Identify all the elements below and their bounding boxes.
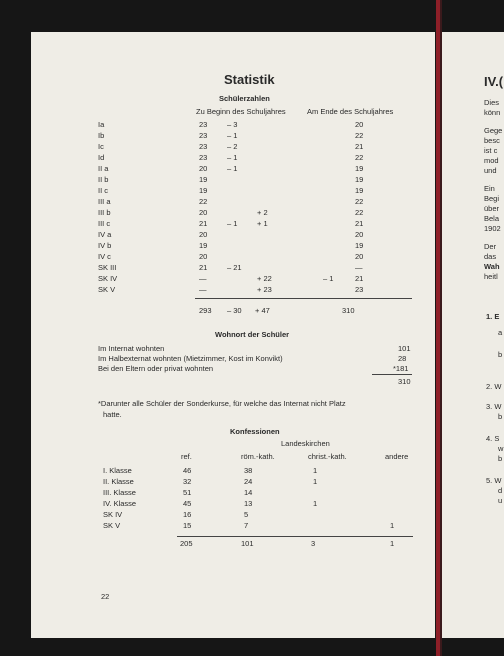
right-page-line: das xyxy=(484,252,497,261)
enrollment-cell-end: 19 xyxy=(355,175,364,184)
enrollment-row xyxy=(31,164,435,175)
enrollment-cell-cls: Ia xyxy=(98,120,105,129)
landeskirchen-label: Landeskirchen xyxy=(281,439,330,448)
konfessionen-row xyxy=(31,510,435,521)
konfessionen-row xyxy=(31,499,435,510)
enrollment-cell-begin: 20 xyxy=(199,164,208,173)
enrollment-cell-cls: II c xyxy=(98,186,109,195)
konfessionen-cell-cls: SK IV xyxy=(103,510,123,519)
enrollment-cell-end: 20 xyxy=(355,230,364,239)
wohnort-total-row xyxy=(31,377,435,388)
enrollment-cell-cls: IV a xyxy=(98,230,112,239)
total-ref: 205 xyxy=(180,539,193,548)
enrollment-cell-d1: – 21 xyxy=(227,263,242,272)
total-decrease: – 30 xyxy=(227,306,242,315)
enrollment-cell-cls: III a xyxy=(98,197,111,206)
enrollment-row xyxy=(31,274,435,285)
enrollment-cell-cls: III c xyxy=(98,219,111,228)
enrollment-cell-end: 21 xyxy=(355,274,364,283)
total-rk: 101 xyxy=(241,539,254,548)
right-page-title: IV.( xyxy=(484,74,504,89)
enrollment-cell-begin: 23 xyxy=(199,120,208,129)
wohnort-label: Im Internat wohnten xyxy=(98,344,165,353)
enrollment-row xyxy=(31,186,435,197)
total-ck: 3 xyxy=(311,539,316,548)
total-begin: 293 xyxy=(199,306,212,315)
konfessionen-cell-ck: 1 xyxy=(313,466,318,475)
konfessionen-total-row xyxy=(31,539,435,550)
enrollment-cell-begin: 23 xyxy=(199,153,208,162)
wohnort-value: 101 xyxy=(398,344,411,353)
wohnort-value: 28 xyxy=(398,354,407,363)
enrollment-cell-begin: 20 xyxy=(199,230,208,239)
enrollment-row xyxy=(31,252,435,263)
enrollment-row xyxy=(31,219,435,230)
col-header-ck: christ.-kath. xyxy=(308,452,347,461)
enrollment-cell-cls: SK IV xyxy=(98,274,118,283)
konfessionen-cell-cls: II. Klasse xyxy=(103,477,134,486)
konfessionen-cell-rk: 13 xyxy=(244,499,253,508)
footnote-line-1: *Darunter alle Schüler der Sonderkurse, für welche das Internat nicht Platz xyxy=(98,399,346,408)
enrollment-cell-begin: 21 xyxy=(199,263,208,272)
enrollment-cell-cls: Ic xyxy=(98,142,104,151)
col-header-rk: röm.-kath. xyxy=(241,452,275,461)
konfessionen-row xyxy=(31,466,435,477)
enrollment-cell-d1: – 3 xyxy=(227,120,238,129)
konfessionen-cell-rk: 38 xyxy=(244,466,253,475)
right-page-line: Der xyxy=(484,242,497,251)
total-andere: 1 xyxy=(390,539,395,548)
enrollment-cell-begin: — xyxy=(199,274,207,283)
konfessionen-cell-ck: 1 xyxy=(313,499,318,508)
right-page-line: d xyxy=(498,486,503,495)
enrollment-row xyxy=(31,120,435,131)
konfessionen-cell-ref: 45 xyxy=(183,499,192,508)
right-page-line: 1. E xyxy=(486,312,500,321)
right-page-line: Dies xyxy=(484,98,500,107)
right-page-line: 4. S xyxy=(486,434,500,443)
enrollment-row xyxy=(31,263,435,274)
footnote-line-2: hatte. xyxy=(103,410,122,419)
enrollment-cell-end: 22 xyxy=(355,131,364,140)
enrollment-cell-cls: III b xyxy=(98,208,111,217)
enrollment-row xyxy=(31,197,435,208)
konfessionen-cell-ref: 15 xyxy=(183,521,192,530)
wohnort-total-rule xyxy=(372,374,412,375)
enrollment-cell-begin: 20 xyxy=(199,208,208,217)
enrollment-cell-cls: SK III xyxy=(98,263,117,272)
enrollment-row xyxy=(31,131,435,142)
right-page-line: 5. W xyxy=(486,476,502,485)
enrollment-total-rule xyxy=(195,298,412,299)
enrollment-cell-cls: Id xyxy=(98,153,105,162)
col-header-begin: Zu Beginn des Schuljahres xyxy=(196,107,286,116)
enrollment-row xyxy=(31,230,435,241)
enrollment-cell-cls: II b xyxy=(98,175,109,184)
schuelerzahlen-heading: Schülerzahlen xyxy=(219,94,270,103)
enrollment-cell-d2: + 23 xyxy=(257,285,272,294)
right-page-line: b xyxy=(498,412,503,421)
konfessionen-cell-ck: 1 xyxy=(313,477,318,486)
konfessionen-cell-rk: 7 xyxy=(244,521,249,530)
enrollment-cell-begin: 23 xyxy=(199,142,208,151)
right-page-line: b xyxy=(498,454,503,463)
enrollment-row xyxy=(31,142,435,153)
wohnort-label: Im Halbexternat wohnten (Mietzimmer, Kost im Konvikt) xyxy=(98,354,283,363)
konfessionen-cell-ref: 51 xyxy=(183,488,192,497)
enrollment-cell-end: 20 xyxy=(355,252,364,261)
right-page-line: b xyxy=(498,350,503,359)
enrollment-cell-d2: + 1 xyxy=(257,219,268,228)
enrollment-cell-begin: 19 xyxy=(199,241,208,250)
page-title: Statistik xyxy=(224,72,275,87)
konfessionen-cell-cls: SK V xyxy=(103,521,121,530)
enrollment-row xyxy=(31,175,435,186)
enrollment-cell-d3: – 1 xyxy=(323,274,334,283)
col-header-andere: andere xyxy=(385,452,409,461)
enrollment-row xyxy=(31,208,435,219)
enrollment-cell-end: 22 xyxy=(355,208,364,217)
enrollment-cell-begin: 21 xyxy=(199,219,208,228)
konfessionen-cell-rk: 5 xyxy=(244,510,249,519)
enrollment-cell-cls: SK V xyxy=(98,285,116,294)
right-page-line: 3. W xyxy=(486,402,502,411)
enrollment-cell-cls: IV b xyxy=(98,241,112,250)
enrollment-row xyxy=(31,285,435,296)
left-page xyxy=(31,32,435,638)
right-page-line: besc xyxy=(484,136,500,145)
konfessionen-total-rule xyxy=(177,536,413,537)
enrollment-cell-end: 21 xyxy=(355,142,364,151)
page-number: 22 xyxy=(101,592,110,601)
enrollment-cell-d1: – 1 xyxy=(227,131,238,140)
wohnort-total: 310 xyxy=(398,377,411,386)
enrollment-cell-begin: 19 xyxy=(199,175,208,184)
wohnort-label: Bei den Eltern oder privat wohnten xyxy=(98,364,214,373)
right-page-line: heitl xyxy=(484,272,498,281)
enrollment-cell-begin: — xyxy=(199,285,207,294)
enrollment-cell-d1: – 1 xyxy=(227,153,238,162)
right-page-line: 1902 xyxy=(484,224,501,233)
enrollment-cell-end: 22 xyxy=(355,197,364,206)
enrollment-cell-end: — xyxy=(355,263,363,272)
enrollment-cell-end: 22 xyxy=(355,153,364,162)
right-page-line: 2. W xyxy=(486,382,502,391)
total-increase: + 47 xyxy=(255,306,270,315)
enrollment-cell-d2: + 2 xyxy=(257,208,268,217)
right-page-line: w xyxy=(498,444,504,453)
enrollment-cell-end: 23 xyxy=(355,285,364,294)
right-page-line: könn xyxy=(484,108,501,117)
konfessionen-cell-andere: 1 xyxy=(390,521,395,530)
enrollment-cell-d1: – 2 xyxy=(227,142,238,151)
konfessionen-cell-ref: 46 xyxy=(183,466,192,475)
wohnort-value: *181 xyxy=(393,364,409,373)
enrollment-cell-d1: – 1 xyxy=(227,164,238,173)
col-header-end: Am Ende des Schuljahres xyxy=(307,107,394,116)
enrollment-cell-end: 19 xyxy=(355,241,364,250)
enrollment-cell-d2: + 22 xyxy=(257,274,272,283)
enrollment-cell-end: 19 xyxy=(355,186,364,195)
enrollment-cell-begin: 19 xyxy=(199,186,208,195)
konfessionen-cell-cls: III. Klasse xyxy=(103,488,136,497)
enrollment-cell-cls: II a xyxy=(98,164,109,173)
konfessionen-row xyxy=(31,521,435,532)
right-page-line: a xyxy=(498,328,503,337)
right-page-line: u xyxy=(498,496,503,505)
right-page xyxy=(442,32,504,638)
enrollment-cell-begin: 23 xyxy=(199,131,208,140)
konfessionen-cell-cls: I. Klasse xyxy=(103,466,132,475)
total-end: 310 xyxy=(342,306,355,315)
konfessionen-row xyxy=(31,488,435,499)
enrollment-cell-end: 19 xyxy=(355,164,364,173)
enrollment-row xyxy=(31,153,435,164)
enrollment-cell-cls: IV c xyxy=(98,252,111,261)
enrollment-cell-end: 20 xyxy=(355,120,364,129)
right-page-line: Gege xyxy=(484,126,503,135)
enrollment-total-row xyxy=(31,306,435,317)
right-page-line: Begi xyxy=(484,194,500,203)
wohnort-heading: Wohnort der Schüler xyxy=(215,330,290,339)
konfessionen-cell-ref: 16 xyxy=(183,510,192,519)
right-page-line: und xyxy=(484,166,497,175)
enrollment-row xyxy=(31,241,435,252)
right-page-line: Ein xyxy=(484,184,495,193)
enrollment-cell-end: 21 xyxy=(355,219,364,228)
right-page-line: Wah xyxy=(484,262,500,271)
right-page-line: über xyxy=(484,204,500,213)
konfessionen-cell-rk: 24 xyxy=(244,477,253,486)
konfessionen-row xyxy=(31,477,435,488)
konfessionen-cell-rk: 14 xyxy=(244,488,253,497)
konfessionen-cell-cls: IV. Klasse xyxy=(103,499,137,508)
right-page-line: Bela xyxy=(484,214,500,223)
konfessionen-cell-ref: 32 xyxy=(183,477,192,486)
enrollment-cell-cls: Ib xyxy=(98,131,105,140)
right-page-line: mod xyxy=(484,156,499,165)
enrollment-cell-begin: 20 xyxy=(199,252,208,261)
enrollment-cell-d1: – 1 xyxy=(227,219,238,228)
right-page-line: ist c xyxy=(484,146,498,155)
enrollment-cell-begin: 22 xyxy=(199,197,208,206)
konfessionen-heading: Konfessionen xyxy=(230,427,280,436)
col-header-ref: ref. xyxy=(181,452,192,461)
